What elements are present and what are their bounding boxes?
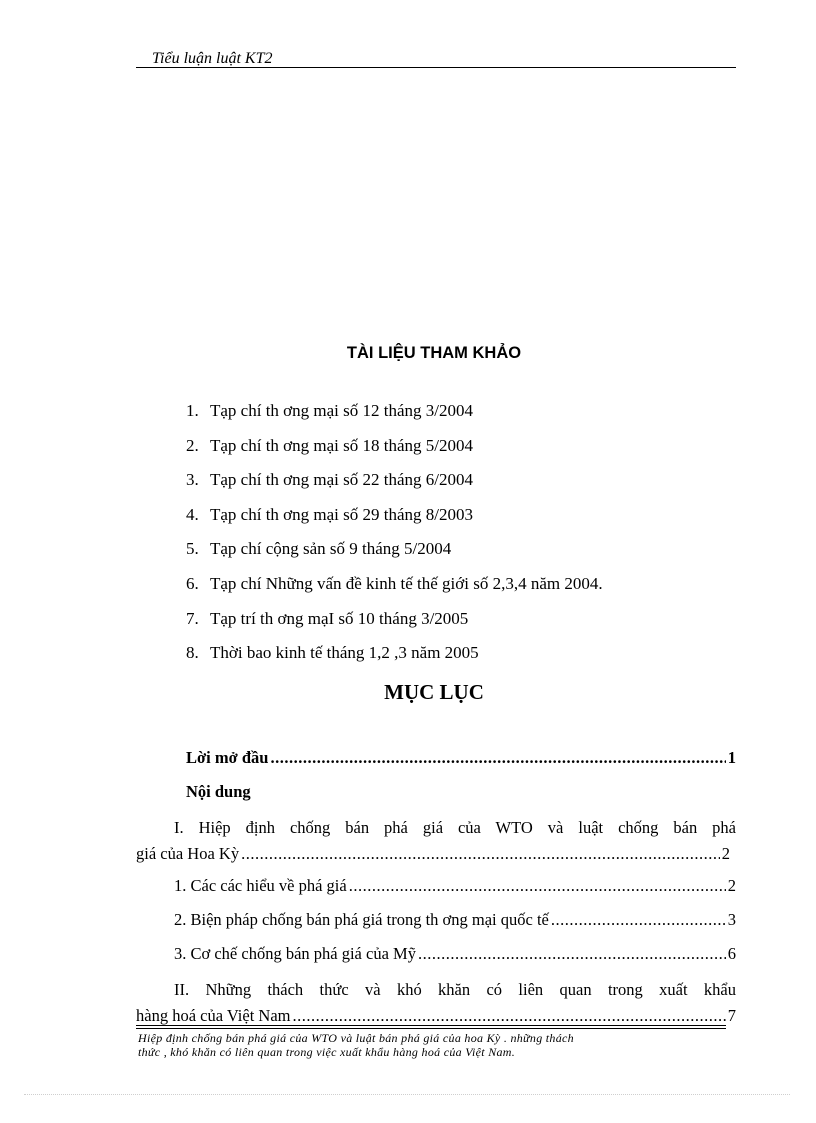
- reference-number: 5.: [186, 539, 199, 559]
- reference-text: Tạp trí th ơng mạI số 10 tháng 3/2005: [210, 608, 469, 628]
- toc-entry-section-2: [136, 980, 736, 1026]
- page-edge-dotted-line: [24, 1094, 790, 1095]
- toc-entry-label: Lời mở đầu: [186, 748, 269, 767]
- toc-entry-sub-3: [174, 944, 736, 964]
- header-rule: [136, 67, 736, 68]
- references-title: TÀI LIỆU THAM KHẢO: [346, 344, 522, 362]
- references-list: [186, 400, 603, 677]
- page-header: [136, 50, 736, 68]
- toc-entry-section-1: [136, 818, 736, 864]
- toc-page-number: 6: [727, 944, 736, 963]
- reference-item: [186, 642, 603, 677]
- reference-number: 2.: [186, 435, 199, 455]
- reference-item: [186, 435, 603, 470]
- reference-item: [186, 608, 603, 643]
- reference-number: 7.: [186, 608, 199, 628]
- toc-entry-label: giá của Hoa Kỳ: [136, 844, 240, 863]
- footer-line-1: Hiệp định chống bán phá giá của WTO và luật bán phá giá của hoa Kỳ . những thách: [138, 1031, 574, 1045]
- footer-rule: [136, 1025, 726, 1026]
- reference-item: [186, 573, 603, 608]
- toc-entry-label: 3. Cơ chế chống bán phá giá của Mỹ: [174, 944, 416, 963]
- reference-number: 8.: [186, 643, 199, 663]
- toc-entry-label: I. Hiệp định chống bán phá giá của WTO và luật chống bán phá: [174, 818, 736, 837]
- reference-number: 4.: [186, 504, 199, 524]
- toc-page-number: 3: [727, 910, 736, 929]
- toc-content-heading: Nội dung: [186, 782, 251, 801]
- reference-text: Tạp chí th ơng mại số 18 tháng 5/2004: [210, 435, 474, 455]
- reference-text: Tạp chí Những vấn đề kinh tế thế giới số 2,3,4 năm 2004.: [210, 573, 603, 593]
- toc-leader-dots: [270, 748, 725, 768]
- reference-text: Tạp chí th ơng mại số 29 tháng 8/2003: [210, 504, 474, 524]
- footer-rule: [136, 1028, 726, 1029]
- footer-line-2: thức , khó khăn có liên quan trong việc xuất khẩu hàng hoá của Việt Nam.: [138, 1045, 516, 1059]
- reference-item: [186, 504, 603, 539]
- reference-number: 6.: [186, 573, 199, 593]
- toc-leader-dots: [349, 876, 726, 896]
- toc-entry-label: 1. Các các hiểu về phá giá: [174, 876, 347, 895]
- toc-entry-label: 2. Biện pháp chống bán phá giá trong th ơng mại quốc tế: [174, 910, 549, 929]
- reference-text: Tạp chí th ơng mại số 22 tháng 6/2004: [210, 470, 474, 490]
- toc-page-number: 2: [721, 844, 730, 863]
- toc-leader-dots: [241, 844, 720, 864]
- toc-entry-sub-1: [174, 876, 736, 896]
- toc-leader-dots: [551, 910, 726, 930]
- toc-leader-dots: [418, 944, 726, 964]
- header-title: Tiểu luận luật KT2: [152, 50, 273, 67]
- reference-text: Tạp chí th ơng mại số 12 tháng 3/2004: [210, 401, 474, 420]
- reference-text: Tạp chí cộng sản số 9 tháng 5/2004: [210, 539, 452, 559]
- toc-page-number: 2: [727, 876, 736, 895]
- reference-text: Thời bao kinh tế tháng 1,2 ,3 năm 2005: [210, 643, 479, 663]
- reference-item: [186, 400, 603, 435]
- toc-entry-sub-2: [174, 910, 736, 930]
- toc-entry-intro: [186, 748, 736, 768]
- toc-entry-label: hàng hoá của Việt Nam: [136, 1006, 291, 1025]
- footer-text: [138, 1031, 728, 1059]
- toc-page-number: 1: [727, 748, 736, 767]
- reference-item: [186, 469, 603, 504]
- toc-title: MỤC LỤC: [384, 680, 484, 704]
- reference-number: 3.: [186, 470, 199, 490]
- reference-item: [186, 538, 603, 573]
- toc-leader-dots: [293, 1006, 726, 1026]
- toc-page-number: 7: [727, 1006, 736, 1025]
- toc-entry-label: II. Những thách thức và khó khăn có liên quan trong xuất khẩu: [174, 980, 736, 999]
- reference-number: 1.: [186, 401, 199, 420]
